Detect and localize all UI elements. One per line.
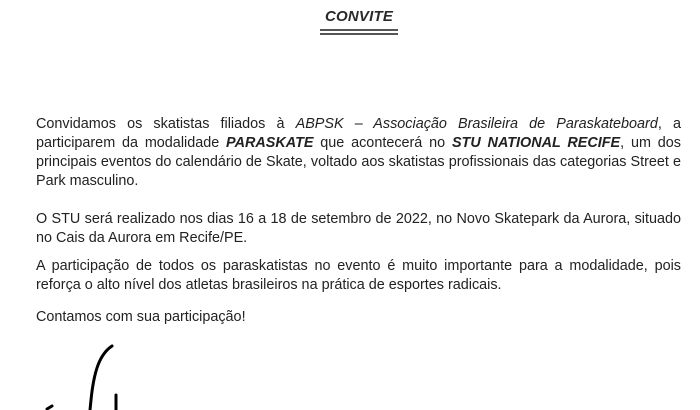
paragraph-closing: Contamos com sua participação! [36,309,246,325]
paragraph-invitation [36,115,681,191]
document-title: CONVITE [324,8,394,25]
event-name: STU NATIONAL RECIFE [451,135,621,151]
paragraph-importance: A participação de todos os paraskatistas no evento é muito importante para a modalidade, pois reforça o alto nível dos atletas brasileiros na prática de esportes radicais. [36,258,681,293]
text-segment: , a participarem da modalidade [36,116,681,151]
paragraph-event-details: O STU será realizado nos dias 16 a 18 de setembro de 2022, no Novo Skatepark da Aurora, situado no Cais da Aurora em Recife/PE. [36,211,681,246]
organization-name: ABPSK – Associação Brasileira de Paraskateboard [295,116,658,132]
modality-name: PARASKATE [226,135,314,151]
signature-icon [30,340,150,410]
title-underline [320,29,398,37]
text-segment: Convidamos os skatistas filiados à [36,116,296,132]
text-segment: que acontecerá no [313,135,452,151]
text-segment: , um dos principais eventos do calendário de Skate, voltado aos skatistas profissionais das categorias Street e Park masculino. [36,135,681,189]
